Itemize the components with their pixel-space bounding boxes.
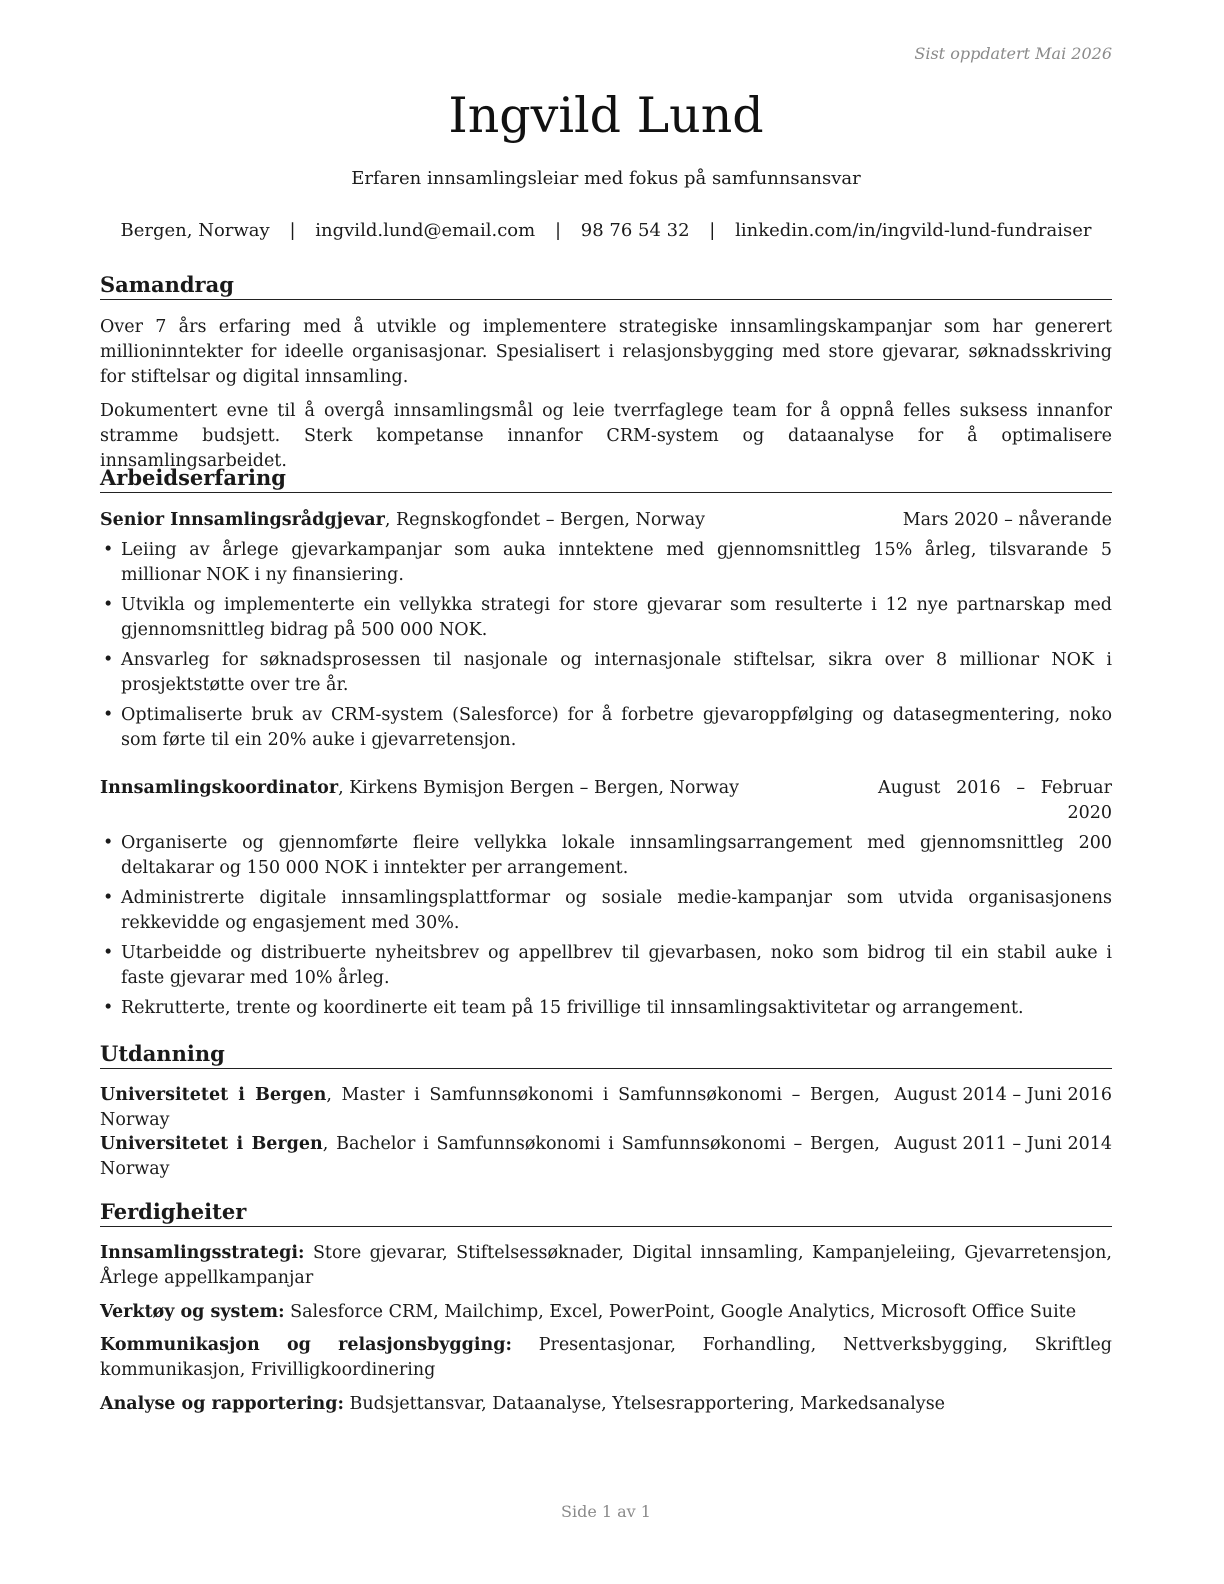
contact-location: Bergen, Norway — [120, 220, 270, 241]
contact-phone: 98 76 54 32 — [580, 220, 690, 241]
section-title-experience: Arbeidserfaring — [100, 464, 1112, 493]
section-title-education: Utdanning — [100, 1040, 1112, 1069]
job-bullet: • Leiing av årlege gjevarkampanjar som auka inntektene med gjennomsnittleg 15% årleg, tilsvarande 5 millionar NOK i ny finansiering. — [100, 538, 1112, 588]
last-updated-note: Sist oppdatert Mai 2026 — [914, 44, 1112, 63]
page-footer: Side 1 av 1 — [561, 1502, 651, 1521]
education-school: Universitetet i Bergen — [100, 1085, 327, 1105]
job-title-line — [100, 508, 705, 533]
skill-group-label: Verktøy og system: — [100, 1302, 285, 1322]
job-organization: , Regnskogfondet – Bergen, Norway — [384, 510, 706, 530]
education-detail: , Master i Samfunnsøkonomi i Samfunnsøkonomi – Bergen, Norway — [100, 1085, 880, 1130]
education-degree-line — [100, 1132, 880, 1182]
job-bullet-list — [100, 538, 1112, 758]
skill-group-label: Analyse og rapportering: — [100, 1394, 344, 1414]
summary-paragraph-1: Over 7 års erfaring med å utvikle og implementere strategiske innsamlingskampanjar som har generert millioninntekter for ideelle organisasjonar. Spesialisert i relasjonsbygging med store gjevarar, søknadsskriving for stiftelsar og digital innsamling. — [100, 317, 1112, 387]
education-dates: August 2014 – Juni 2016 — [894, 1085, 1112, 1105]
candidate-name: Ingvild Lund — [448, 87, 764, 144]
job-dates: Mars 2020 – nåverande — [902, 510, 1112, 530]
resume-page — [100, 0, 1112, 1584]
skill-group — [100, 1300, 1112, 1325]
education-school: Universitetet i Bergen — [100, 1134, 323, 1154]
job-bullet: • Rekrutterte, trente og koordinerte eit team på 15 frivillige til innsamlingsaktivitetar og arrangement. — [100, 996, 1112, 1021]
contact-email[interactable]: ingvild.lund@email.com — [315, 220, 536, 241]
skill-group — [100, 1241, 1112, 1291]
job-bullet: • Administrerte digitale innsamlingsplattformar og sosiale medie-kampanjar som utvida organisasjonens rekkevidde og engasjement med 30%. — [100, 886, 1112, 936]
job-bullet: • Ansvarleg for søknadsprosessen til nasjonale og internasjonale stiftelsar, sikra over 8 millionar NOK i prosjektstøtte over tre år. — [100, 648, 1112, 698]
skill-group-items: Presentasjonar, Forhandling, Nettverksbygging, Skriftleg kommunikasjon, Frivilligkoordinering — [100, 1335, 1112, 1380]
job-dates: August 2016 – Februar 2020 — [878, 778, 1112, 823]
education-detail: , Bachelor i Samfunnsøkonomi i Samfunnsøkonomi – Bergen, Norway — [100, 1134, 880, 1179]
contact-separator: | — [554, 220, 562, 241]
job-bullet-list — [100, 831, 1112, 1026]
contact-separator: | — [289, 220, 296, 241]
education-degree-line — [100, 1083, 880, 1133]
skill-group-label: Kommunikasjon og relasjonsbygging: — [100, 1335, 512, 1355]
job-title-line — [100, 776, 739, 801]
education-dates: August 2011 – Juni 2014 — [894, 1134, 1112, 1154]
candidate-headline: Erfaren innsamlingsleiar med fokus på samfunnsansvar — [351, 168, 861, 189]
job-role: Innsamlingskoordinator — [100, 778, 339, 798]
skill-group — [100, 1392, 1112, 1417]
section-title-skills: Ferdigheiter — [100, 1198, 1112, 1227]
skill-group-label: Innsamlingsstrategi: — [100, 1243, 305, 1263]
summary-paragraph-2: Dokumentert evne til å overgå innsamlingsmål og leie tverrfaglege team for å oppnå felles suksess innanfor stramme budsjett. Sterk kompetanse innanfor CRM-system og dataanalyse for å optimalisere innsamlingsarbeidet. — [100, 401, 1112, 471]
skill-group — [100, 1333, 1112, 1383]
skill-group-items: Store gjevarar, Stiftelsessøknader, Digital innsamling, Kampanjeleiing, Gjevarretensjon, Årlege appellkampanjar — [100, 1243, 1112, 1288]
skill-group-items: Salesforce CRM, Mailchimp, Excel, PowerPoint, Google Analytics, Microsoft Office Suite — [290, 1302, 1077, 1322]
job-bullet: • Optimaliserte bruk av CRM-system (Salesforce) for å forbetre gjevaroppfølging og datasegmentering, noko som førte til ein 20% auke i gjevarretensjon. — [100, 703, 1112, 753]
contact-separator: | — [709, 220, 716, 241]
job-role: Senior Innsamlingsrådgjevar — [100, 510, 385, 530]
job-bullet: • Organiserte og gjennomførte fleire vellykka lokale innsamlingsarrangement med gjennomsnittleg 200 deltakarar og 150 000 NOK i inntekter per arrangement. — [100, 831, 1112, 881]
skill-group-items: Budsjettansvar, Dataanalyse, Ytelsesrapportering, Markedsanalyse — [349, 1394, 946, 1414]
job-organization: , Kirkens Bymisjon Bergen – Bergen, Norway — [338, 778, 740, 798]
job-bullet: • Utarbeidde og distribuerte nyheitsbrev og appellbrev til gjevarbasen, noko som bidrog til ein stabil auke i faste gjevarar med 10% årleg. — [100, 941, 1112, 991]
contact-linkedin[interactable]: linkedin.com/in/ingvild-lund-fundraiser — [735, 220, 1092, 241]
contact-line — [100, 218, 1112, 244]
section-title-summary: Samandrag — [100, 271, 1112, 300]
job-bullet: • Utvikla og implementerte ein vellykka strategi for store gjevarar som resulterte i 12 nye partnarskap med gjennomsnittleg bidrag på 500 000 NOK. — [100, 593, 1112, 643]
